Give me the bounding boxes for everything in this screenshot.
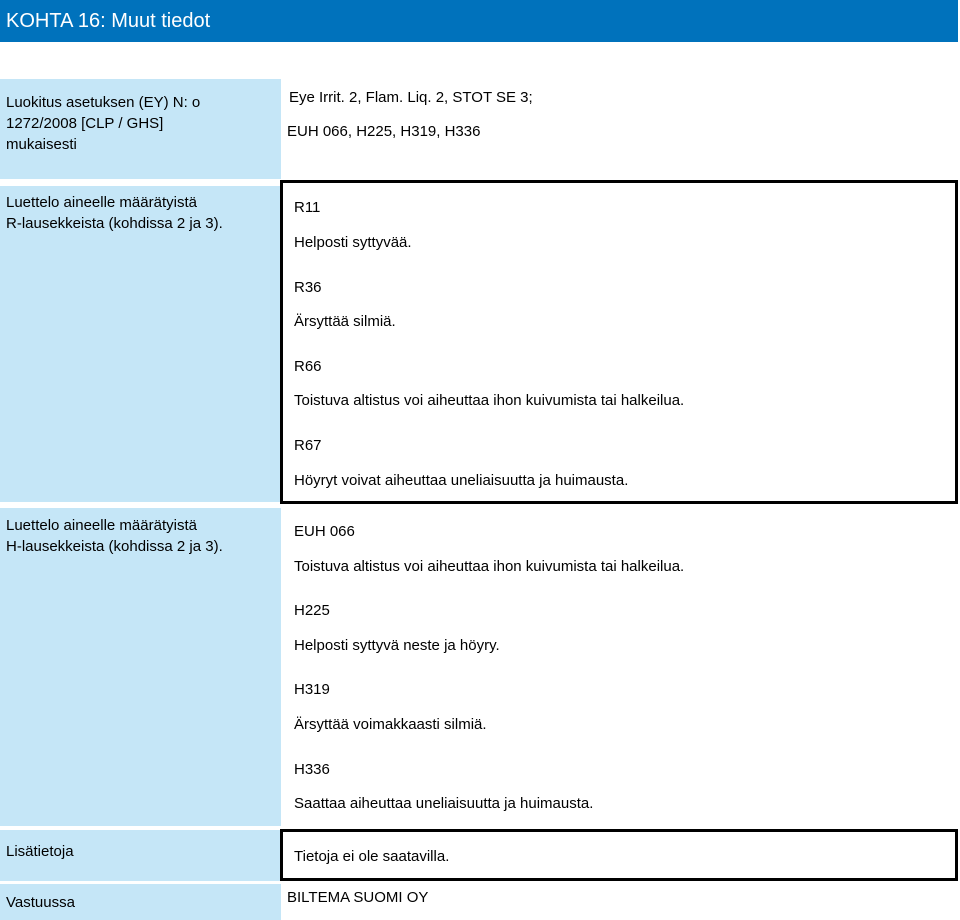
additional-label-text: Lisätietoja <box>6 843 74 860</box>
r-phrases-label-line: Luettelo aineelle määrätyistä <box>6 194 197 211</box>
r-phrase-text: Toistuva altistus voi aiheuttaa ihon kuivumista tai halkeilua. <box>294 392 685 409</box>
additional-value: Tietoja ei ole saatavilla. <box>294 848 450 865</box>
responsible-label <box>0 884 281 920</box>
h-phrase-code: EUH 066 <box>294 523 355 540</box>
responsible-label-text: Vastuussa <box>6 894 75 911</box>
responsible-value: BILTEMA SUOMI OY <box>287 889 429 906</box>
h-phrase-code: H319 <box>294 681 330 698</box>
additional-label <box>0 830 281 881</box>
classification-label-line: 1272/2008 [CLP / GHS] <box>6 115 164 132</box>
r-phrase-text: Höyryt voivat aiheuttaa uneliaisuutta ja huimausta. <box>294 472 629 489</box>
classification-label-line: mukaisesti <box>6 136 77 153</box>
r-phrases-box <box>280 180 958 504</box>
r-phrases-label <box>0 186 281 502</box>
r-phrase-code: R11 <box>294 199 321 216</box>
r-phrases-label-line: R-lausekkeista (kohdissa 2 ja 3). <box>6 215 223 232</box>
h-phrases-label-line: H-lausekkeista (kohdissa 2 ja 3). <box>6 538 223 555</box>
h-phrases-label <box>0 508 281 826</box>
r-phrase-text: Helposti syttyvää. <box>294 234 412 251</box>
section-header: KOHTA 16: Muut tiedot <box>0 0 958 42</box>
h-phrase-text: Ärsyttää voimakkaasti silmiä. <box>294 716 487 733</box>
classification-line: Eye Irrit. 2, Flam. Liq. 2, STOT SE 3; <box>289 89 533 106</box>
h-phrase-text: Saattaa aiheuttaa uneliaisuutta ja huimausta. <box>294 795 594 812</box>
r-phrase-code: R67 <box>294 437 322 454</box>
r-phrase-text: Ärsyttää silmiä. <box>294 313 396 330</box>
r-phrase-code: R66 <box>294 358 322 375</box>
h-phrase-text: Toistuva altistus voi aiheuttaa ihon kuivumista tai halkeilua. <box>294 558 685 575</box>
classification-line: EUH 066, H225, H319, H336 <box>287 123 481 140</box>
classification-label <box>0 79 281 179</box>
h-phrases-label-line: Luettelo aineelle määrätyistä <box>6 517 197 534</box>
h-phrase-code: H225 <box>294 602 330 619</box>
classification-label-line: Luokitus asetuksen (EY) N: o <box>6 94 201 111</box>
h-phrase-code: H336 <box>294 761 330 778</box>
h-phrase-text: Helposti syttyvä neste ja höyry. <box>294 637 500 654</box>
r-phrase-code: R36 <box>294 279 322 296</box>
